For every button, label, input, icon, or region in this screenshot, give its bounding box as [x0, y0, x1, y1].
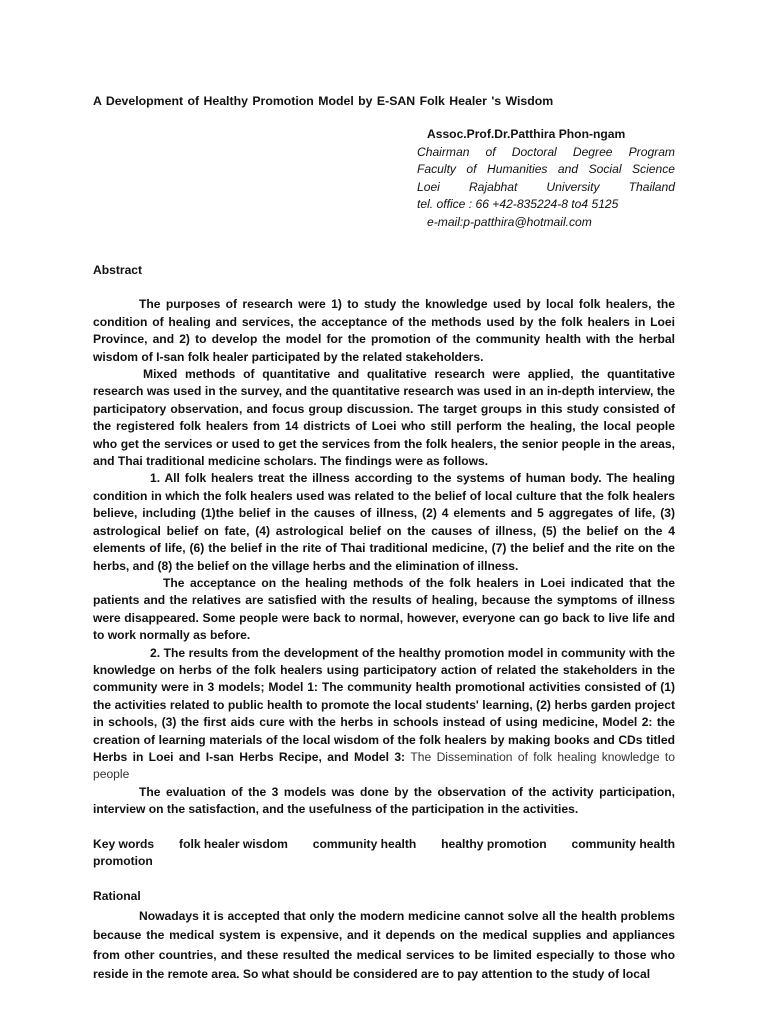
finding-item-2	[93, 645, 675, 784]
finding-acceptance: The acceptance on the healing methods of the folk healers in Loei indicated that the patients and the relatives are satisfied with the results of healing, because the symptoms of illness were disappeared. Some people were back to normal, however, everyone can go back to live life and to work normally as before.	[93, 575, 675, 643]
finding-item-1: 1. All folk healers treat the illness according to the systems of human body. The healing condition in which the folk healers used was related to the belief of local culture that the folk healers believe, including (1)the belief in the causes of illness, (2) 4 elements and 5 aggregates of life, (3) astrological belief on fate, (4) astrological belief on the causes of illness, (5) the belief on the 4 elements of life, (6) the belief in the rite of Thai traditional medicine, (7) the belief and the rite on the herbs, and (8) the belief on the village herbs and the elimination of illness.	[93, 471, 675, 573]
rational-heading: Rational	[93, 889, 141, 904]
abstract-paragraph-purpose: The purposes of research were 1) to study the knowledge used by local folk healers, the condition of healing and services, the acceptance of the methods used by the folk healers in Loei Province, and 2) to develop the model for the promotion of the community health with the herbal wisdom of I-san folk healer participated by the related stakeholders.	[93, 297, 675, 364]
author-email: e-mail:p-patthira@hotmail.com	[427, 214, 592, 229]
author-tel: tel. office : 66 +42-835224-8 to4 5125	[417, 197, 619, 211]
keyword-1: folk healer wisdom	[179, 836, 288, 851]
keywords-row	[93, 836, 675, 853]
rational-section	[93, 887, 675, 985]
document-body	[93, 262, 675, 985]
abstract-paragraph-evaluation: The evaluation of the 3 models was done by the observation of the activity participation, interview on the satisfaction, and the usefulness of the participation in the activities.	[93, 784, 675, 817]
author-name: Assoc.Prof.Dr.Patthira Phon-ngam	[427, 127, 626, 141]
abstract-paragraph-methods: Mixed methods of quantitative and qualitative research were applied, the quantitative research was used in the survey, and the quantitative research was used in an in-depth interview, the participatory observation, and focus group discussion. The target groups in this study consisted of the registered folk healers from 14 districts of Loei who still perform the healing, the local people who get the services or used to get the services from the folk healers, the senior people in the areas, and Thai traditional medicine scholars. The findings were as follows.	[93, 367, 675, 469]
author-faculty: Faculty of Humanities and Social Science	[417, 162, 675, 176]
keywords-label: Key words	[93, 836, 155, 851]
finding-item-2-tail: The Dissemination of folk healing knowledge to people	[93, 749, 675, 782]
finding-item-2-text: 2. The results from the development of the healthy promotion model in community with the knowledge on herbs of the folk healers using participatory action of related the stakeholders in the community were in 3 models; Model 1: The community health promotional activities consisted of (1) the activities related to public health to promote the local students' learning, (2) herbs garden project in schools, (3) the first aids cure with the herbs in schools instead of using medicine, Model 2: the creation of learning materials of the local wisdom of the folk healers by making books and CDs titled Herbs in Loei and I-san Herbs Recipe, and Model 3:	[93, 645, 675, 764]
keyword-4-continued: promotion	[93, 854, 153, 868]
keyword-3: healthy promotion	[441, 836, 547, 851]
author-position: Chairman of Doctoral Degree Program	[417, 144, 675, 159]
author-university: Loei Rajabhat University Thailand	[417, 179, 675, 194]
keyword-4: community health	[571, 836, 675, 851]
rational-paragraph: Nowadays it is accepted that only the modern medicine cannot solve all the health problems because the medical system is expensive, and it depends on the medical supplies and appliances from other countries, and these resulted the medical services to be limited especially to those who reside in the remote area. So what should be considered are to pay attention to the study of local	[93, 908, 675, 982]
author-block	[417, 126, 675, 231]
keyword-2: community health	[312, 836, 417, 851]
abstract-heading: Abstract	[93, 263, 143, 277]
paper-title: A Development of Healthy Promotion Model by E-SAN Folk Healer 's Wisdom	[93, 94, 554, 108]
